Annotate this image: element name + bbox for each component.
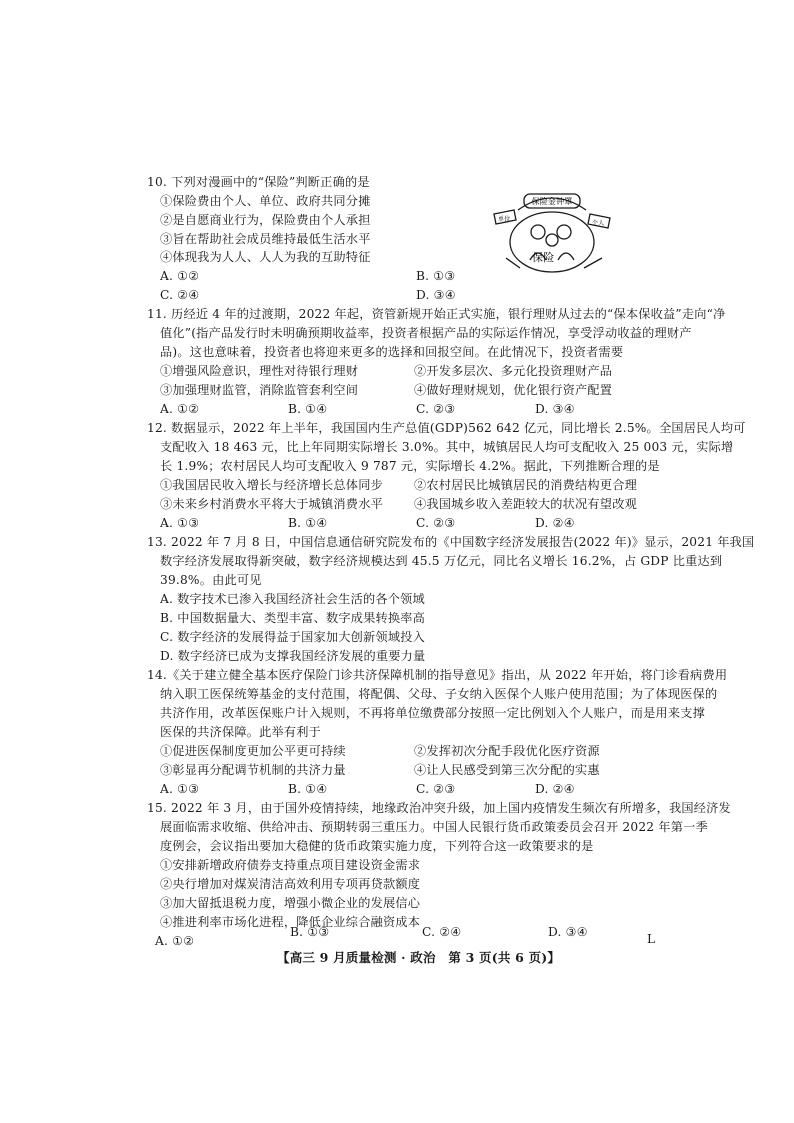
q14-stem-line-2: 纳入职工医保统筹基金的支付范围，将配偶、父母、子女纳入医保个人账户使用范围；为了体现医保的	[160, 687, 718, 701]
q12-item-1: ①我国居民收入增长与经济增长总体同步	[160, 478, 383, 492]
q14-option-c: C. ②③	[416, 782, 456, 796]
corner-mark: L	[647, 932, 656, 946]
q12-option-d: D. ②④	[535, 516, 575, 530]
q11-option-d: D. ③④	[535, 402, 575, 416]
q12-item-2: ②农村居民比城镇居民的消费结构更合理	[414, 478, 637, 492]
q11-option-b: B. ①④	[288, 402, 328, 416]
q15-stem-line-2: 展面临需求收缩、供给冲击、预期转弱三重压力。中国人民银行货币政策委员会召开 2022 年第一季	[160, 820, 708, 834]
q14-stem-line-3: 共济作用，改革医保账户计入规则，不再将单位缴费部分按照一定比例划入个人账户，而是用来支撑	[160, 706, 706, 720]
q11-stem-line-2: 值化”(指产品发行时未明确预期收益率，投资者根据产品的实际运作情况，享受浮动收益的理财产	[160, 326, 692, 340]
q11-option-a: A. ①②	[160, 402, 200, 416]
q15-item-1: ①安排新增政府债券支持重点项目建设资金需求	[160, 858, 421, 872]
q12-stem-line-3: 长 1.9%；农村居民人均可支配收入 9 787 元，实际增长 4.2%。据此，下列推断合理的是	[160, 459, 660, 473]
insurance-cartoon-illustration	[486, 188, 618, 276]
q14-option-a: A. ①③	[160, 782, 200, 796]
q11-item-1: ①增强风险意识，理性对待银行理财	[160, 364, 359, 378]
q12-option-b: B. ①④	[288, 516, 328, 530]
q15-item-4: ④推进利率市场化进程，降低企业综合融资成本	[160, 915, 421, 929]
q11-item-3: ③加强理财监管，消除监管套利空间	[160, 383, 359, 397]
q13-stem-line-2: 数字经济发展取得新突破，数字经济规模达到 45.5 万亿元，同比名义增长 16.2%，占 GDP 比重达到	[160, 554, 723, 568]
q12-stem-line-1: 12. 数据显示，2022 年上半年，我国国内生产总值(GDP)562 642 亿元，同比增长 2.5%。全国居民人均可	[147, 421, 746, 435]
q14-item-3: ③彰显再分配调节机制的共济力量	[160, 763, 346, 777]
q10-item-2: ②是自愿商业行为，保险费由个人承担	[160, 213, 371, 227]
q12-option-a: A. ①③	[160, 516, 200, 530]
q10-option-a: A. ①②	[160, 269, 200, 283]
q10-option-b: B. ①③	[416, 269, 456, 283]
q15-option-b: B. ①③	[290, 925, 330, 939]
q13-option-d: D. 数字经济已成为支撑我国经济发展的重要力量	[160, 649, 426, 663]
q15-item-3: ③加大留抵退税力度，增强小微企业的发展信心	[160, 896, 421, 910]
q15-item-2: ②央行增加对煤炭清洁高效利用专项再贷款额度	[160, 877, 421, 891]
page-footer: 【高三 9 月质量检测 · 政治 第 3 页(共 6 页)】	[277, 950, 561, 965]
q11-item-2: ②开发多层次、多元化投资理财产品	[414, 364, 613, 378]
cartoon-center-text: 保险	[532, 251, 555, 264]
cartoon-banner-text: 保险金钟罩	[531, 197, 573, 206]
cartoon-left-tag: 单位	[498, 216, 511, 223]
cartoon-right-tag: 个人	[592, 220, 605, 227]
q12-stem-line-2: 支配收入 18 463 元，比上年同期实际增长 3.0%。其中，城镇居民人均可支配收入 25 003 元，实际增	[160, 440, 734, 454]
q14-option-d: D. ②④	[535, 782, 575, 796]
q13-stem-line-1: 13. 2022 年 7 月 8 日，中国信息通信研究院发布的《中国数字经济发展报告(2022 年)》显示，2021 年我国	[147, 535, 755, 549]
q14-option-b: B. ①④	[288, 782, 328, 796]
q10-item-3: ③旨在帮助社会成员维持最低生活水平	[160, 232, 371, 246]
q14-stem-line-1: 14.《关于建立健全基本医疗保险门诊共济保障机制的指导意见》指出，从 2022 年开始，将门诊看病费用	[147, 668, 728, 682]
q12-item-3: ③未来乡村消费水平将大于城镇消费水平	[160, 497, 383, 511]
q11-stem-line-1: 11. 历经近 4 年的过渡期，2022 年起，资管新规开始正式实施，银行理财从过去的“保本保收益”走向“净	[147, 307, 726, 321]
q11-item-4: ④做好理财规划，优化银行资产配置	[414, 383, 613, 397]
q14-item-1: ①促进医保制度更加公平更可持续	[160, 744, 346, 758]
q10-item-1: ①保险费由个人、单位、政府共同分摊	[160, 194, 371, 208]
q15-option-d: D. ③④	[548, 925, 588, 939]
q13-stem-line-3: 39.8%。由此可见	[160, 573, 262, 587]
q15-option-a: A. ①②	[155, 934, 195, 948]
q15-stem-line-1: 15. 2022 年 3 月，由于国外疫情持续，地缘政治冲突升级，加上国内疫情发生频次有所增多，我国经济发	[147, 801, 731, 815]
q11-option-c: C. ②③	[416, 402, 456, 416]
q14-stem-line-4: 医保的共济保障。此举有利于	[160, 725, 322, 739]
q13-option-b: B. 中国数据量大、类型丰富、数字成果转换率高	[160, 611, 426, 625]
q11-stem-line-3: 品)。这也意味着，投资者也将迎来更多的选择和回报空间。在此情况下，投资者需要	[160, 345, 624, 359]
q15-stem-line-3: 度例会，会议指出要加大稳健的货币政策实施力度，下列符合这一政策要求的是	[160, 839, 594, 853]
q10-item-4: ④体现我为人人、人人为我的互助特征	[160, 250, 371, 264]
q10-option-d: D. ③④	[416, 288, 456, 302]
q13-option-a: A. 数字技术已渗入我国经济社会生活的各个领域	[160, 592, 425, 606]
q12-item-4: ④我国城乡收入差距较大的状况有望改观	[414, 497, 637, 511]
q10-stem: 10. 下列对漫画中的“保险”判断正确的是	[147, 175, 370, 189]
q15-option-c: C. ②④	[422, 925, 462, 939]
q13-option-c: C. 数字经济的发展得益于国家加大创新领域投入	[160, 630, 425, 644]
q14-item-4: ④让人民感受到第三次分配的实惠	[414, 763, 600, 777]
q12-option-c: C. ②③	[416, 516, 456, 530]
q14-item-2: ②发挥初次分配手段优化医疗资源	[414, 744, 600, 758]
q10-option-c: C. ②④	[160, 288, 200, 302]
